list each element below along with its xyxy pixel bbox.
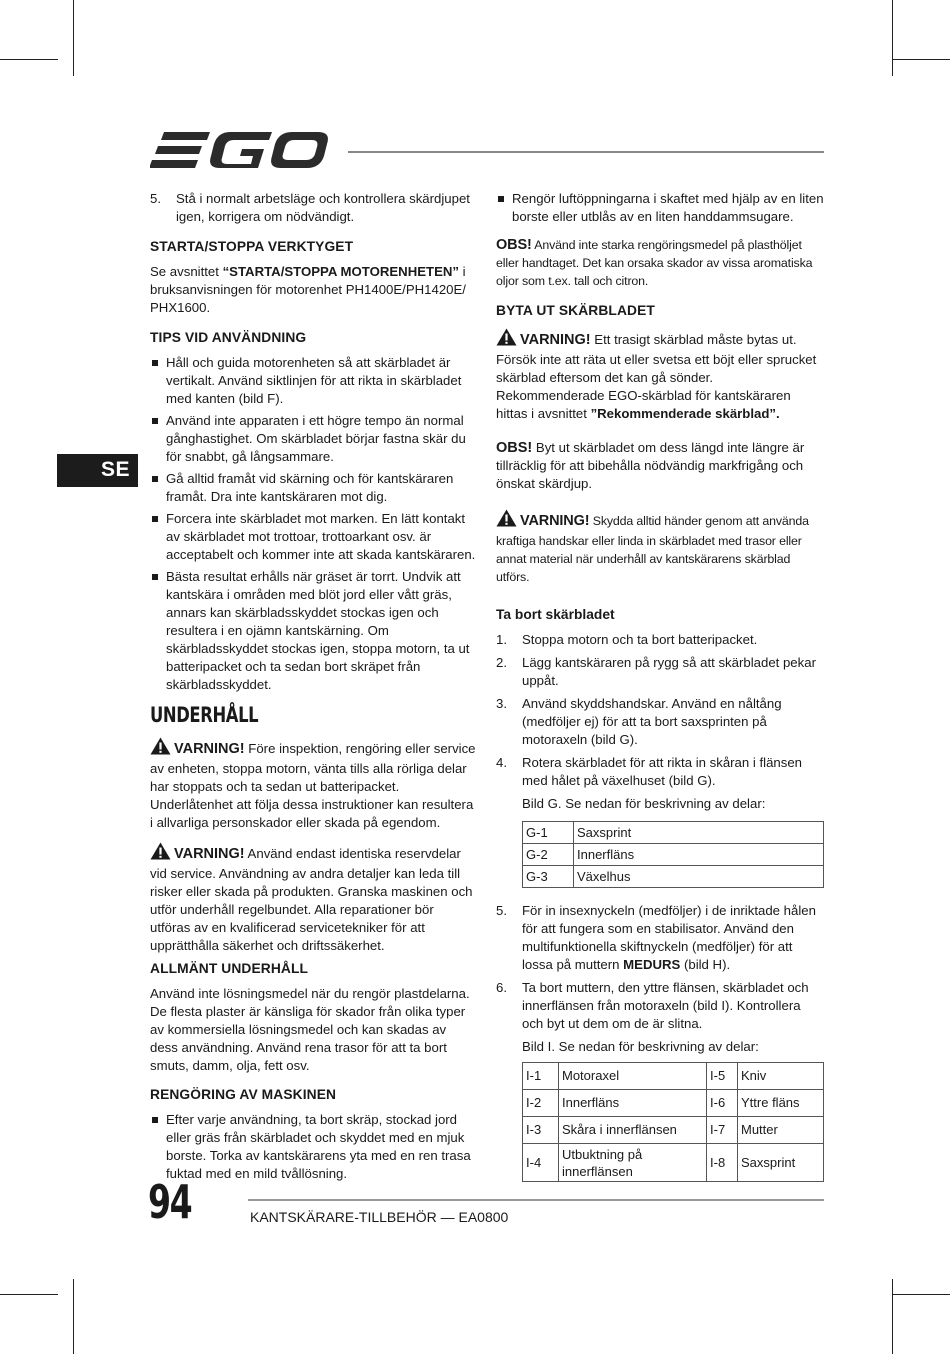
crop-mark bbox=[0, 1294, 58, 1295]
list-item: Bästa resultat erhålls när gräset är torrt. Undvik att kantskära i områden med blöt jord eller vått gräs, annars kan skärbladsskyddet stockas igen och resultera i en ojämn kantskärning. Om skärbladsskyddet stockas igen, stoppa motorn, ta ut batteripacket och ta sedan bort skräpet från skärbladsskyddet. bbox=[150, 568, 476, 694]
step-number: 3. bbox=[496, 696, 507, 711]
section-reference: ”Rekommenderade skärblad”. bbox=[590, 406, 780, 421]
warning-label: VARNING! bbox=[174, 741, 245, 757]
list-item bbox=[150, 190, 476, 226]
list-item: 4. Rotera skärbladet för att rikta in skåran i flänsen med hålet på växelhuset (bild G). bbox=[496, 755, 803, 788]
tips-list bbox=[150, 354, 476, 694]
note-paragraph: OBS! Byt ut skärbladet om dess längd inte längre är tillräcklig för att bibehålla nödvändig markfrigång och önskat skärdjup. bbox=[496, 440, 805, 491]
crop-mark bbox=[892, 1294, 950, 1295]
step-number: 4. bbox=[496, 755, 507, 770]
step-number: 6. bbox=[496, 980, 507, 995]
language-tab bbox=[57, 454, 138, 487]
list-item: 6. Ta bort muttern, den yttre flänsen, skärbladet och innerflänsen från motoraxeln (bild I). Kontrollera och byt ut dem om de är slitna. bbox=[496, 980, 809, 1031]
section-heading: ALLMÄNT UNDERHÅLL bbox=[150, 961, 309, 976]
step-number: 2. bbox=[496, 655, 507, 670]
table-row: I-1 Motoraxel I-5 Kniv bbox=[523, 1063, 824, 1090]
list-item: Forcera inte skärbladet mot marken. En lätt kontakt av skärbladet mot trottoar, trottoarkant osv. är acceptabelt och kommer inte att skada kantskäraren. bbox=[150, 510, 476, 564]
note-paragraph: OBS! Använd inte starka rengöringsmedel på plasthöljet eller handtaget. Det kan orsaka skador av vissa aromatiska oljor som t.ex. tall och citron. bbox=[496, 237, 813, 288]
warning-icon bbox=[150, 842, 171, 865]
crop-mark bbox=[892, 0, 893, 76]
ego-logo bbox=[150, 130, 330, 172]
parts-table-i bbox=[522, 1062, 824, 1182]
subsection-heading: Ta bort skärbladet bbox=[496, 607, 615, 622]
crop-mark bbox=[892, 1279, 893, 1354]
header-rule bbox=[348, 151, 824, 153]
figure-caption: Bild I. Se nedan för beskrivning av delar: bbox=[522, 1039, 759, 1054]
chapter-heading: UNDERHÅLL bbox=[150, 703, 259, 727]
crop-mark bbox=[0, 59, 58, 60]
step-number: 5. bbox=[150, 191, 161, 206]
list-item: 2. Lägg kantskäraren på rygg så att skärbladet pekar uppåt. bbox=[496, 655, 816, 688]
list-item: Rengör luftöppningarna i skaftet med hjälp av en liten borste eller utblås av en liten handdammsugare. bbox=[496, 190, 824, 226]
list-item: Använd inte apparaten i ett högre tempo än normal gånghastighet. Om skärbladet börjar fastna skär du för snabbt, gå långsammare. bbox=[150, 412, 476, 466]
warning-icon bbox=[496, 509, 517, 532]
step-text: Stå i normalt arbetsläge och kontrollera skärdjupet igen, korrigera om nödvändigt. bbox=[176, 191, 470, 224]
cleaning-list bbox=[150, 1111, 476, 1183]
crop-mark bbox=[73, 0, 74, 76]
warning-paragraph: VARNING! Skydda alltid händer genom att använda kraftiga handskar eller linda in skärbladet med trasor eller annat material när underhåll av kantskärarens skärblad utförs. bbox=[496, 509, 824, 586]
list-item: 5. För in insexnyckeln (medföljer) i de inriktade hålen för att fungera som en stabilisator. Använd den multifunktionella skiftnyckeln (medföljer) för att lossa på muttern MEDURS (bild H). bbox=[496, 903, 816, 972]
crop-mark bbox=[73, 1279, 74, 1354]
list-item: Håll och guida motorenheten så att skärbladet är vertikalt. Använd siktlinjen för att rikta in skärbladet med kanten (bild F). bbox=[150, 354, 476, 408]
step-number: 5. bbox=[496, 903, 507, 918]
list-item: 3. Använd skyddshandskar. Använd en nåltång (medföljer ej) för att ta bort saxsprinten på motoraxeln (bild G). bbox=[496, 696, 782, 747]
table-row: I-4 Utbuktning på innerflänsen I-8 Saxsprint bbox=[523, 1144, 824, 1182]
parts-table-g bbox=[522, 821, 824, 888]
removal-steps bbox=[496, 631, 824, 790]
section-reference: “STARTA/STOPPA MOTORENHETEN” bbox=[222, 264, 459, 279]
list-item: 1. Stoppa motorn och ta bort batteripacket. bbox=[496, 632, 758, 647]
start-stop-paragraph: Se avsnittet “STARTA/STOPPA MOTORENHETEN” i bruksanvisningen för motorenhet PH1400E/PH1420E/ PHX1600. bbox=[150, 264, 466, 315]
removal-steps-continued bbox=[496, 902, 824, 1033]
footer-rule bbox=[248, 1199, 824, 1201]
section-heading: BYTA UT SKÄRBLADET bbox=[496, 303, 655, 318]
page-number: 94 bbox=[148, 1175, 192, 1229]
warning-label: VARNING! bbox=[520, 513, 590, 529]
table-row: G-3 Växelhus bbox=[523, 866, 824, 888]
section-heading: RENGÖRING AV MASKINEN bbox=[150, 1087, 337, 1102]
note-label: OBS! bbox=[496, 237, 532, 253]
warning-paragraph: VARNING! Före inspektion, rengöring eller service av enheten, stoppa motorn, vänta tills alla rörliga delar har stoppats och ta sedan ut batteripacket. Underlåtenhet att följa dessa instruktioner kan resultera i allvarliga personskador eller skada på egendom. bbox=[150, 737, 476, 832]
list-item: Gå alltid framåt vid skärning och för kantskäraren framåt. Dra inte kantskäraren mot dig. bbox=[150, 470, 476, 506]
step-number: 1. bbox=[496, 632, 507, 647]
table-row: I-2 Innerfläns I-6 Yttre fläns bbox=[523, 1090, 824, 1117]
table-row: G-2 Innerfläns bbox=[523, 844, 824, 866]
note-label: OBS! bbox=[496, 440, 533, 456]
section-heading: STARTA/STOPPA VERKTYGET bbox=[150, 239, 354, 254]
general-maintenance-paragraph: Använd inte lösningsmedel när du rengör plastdelarna. De flesta plaster är känsliga för skador från olika typer av kommersiella lösningsmedel och kan skadas av dess användning. Använd rena trasor för att ta bort smuts, damm, olja, fett osv. bbox=[150, 986, 470, 1073]
language-tab-label: SE bbox=[100, 458, 130, 481]
table-row: G-1 Saxsprint bbox=[523, 822, 824, 844]
right-column bbox=[496, 190, 824, 1182]
warning-paragraph: VARNING! Ett trasigt skärblad måste bytas ut. Försök inte att räta ut eller svetsa ett böjt eller sprucket skärblad eftersom det kan gå sönder. Rekommenderade EGO-skärblad för kantskäraren hittas i avsnittet ”Rekommenderade skärblad”. bbox=[496, 328, 824, 423]
cleaning-list-continued bbox=[496, 190, 824, 226]
crop-mark bbox=[892, 59, 950, 60]
warning-label: VARNING! bbox=[174, 846, 245, 862]
step-list-continued bbox=[150, 190, 476, 226]
warning-icon bbox=[496, 328, 517, 351]
figure-caption: Bild G. Se nedan för beskrivning av delar: bbox=[522, 796, 766, 811]
table-row: I-3 Skåra i innerflänsen I-7 Mutter bbox=[523, 1117, 824, 1144]
footer-title: KANTSKÄRARE-TILLBEHÖR — EA0800 bbox=[250, 1209, 509, 1225]
list-item: Efter varje användning, ta bort skräp, stockad jord eller gräs från skärbladet och skyddet med en mjuk borste. Torka av kantskärarens yta med en ren trasa fuktad med en mild tvållösning. bbox=[150, 1111, 476, 1183]
warning-label: VARNING! bbox=[520, 332, 591, 348]
warning-icon bbox=[150, 737, 171, 760]
warning-paragraph: VARNING! Använd endast identiska reservdelar vid service. Användning av andra detaljer kan leda till risker eller skada på produkten. Granska maskinen och utför underhåll regelbundet. Alla reparationer bör utföras av en kvalificerad servicetekniker för att upprätthålla säkerhet och driftssäkerhet. bbox=[150, 842, 476, 955]
left-column bbox=[150, 190, 476, 1187]
section-heading: TIPS VID ANVÄNDNING bbox=[150, 330, 307, 345]
